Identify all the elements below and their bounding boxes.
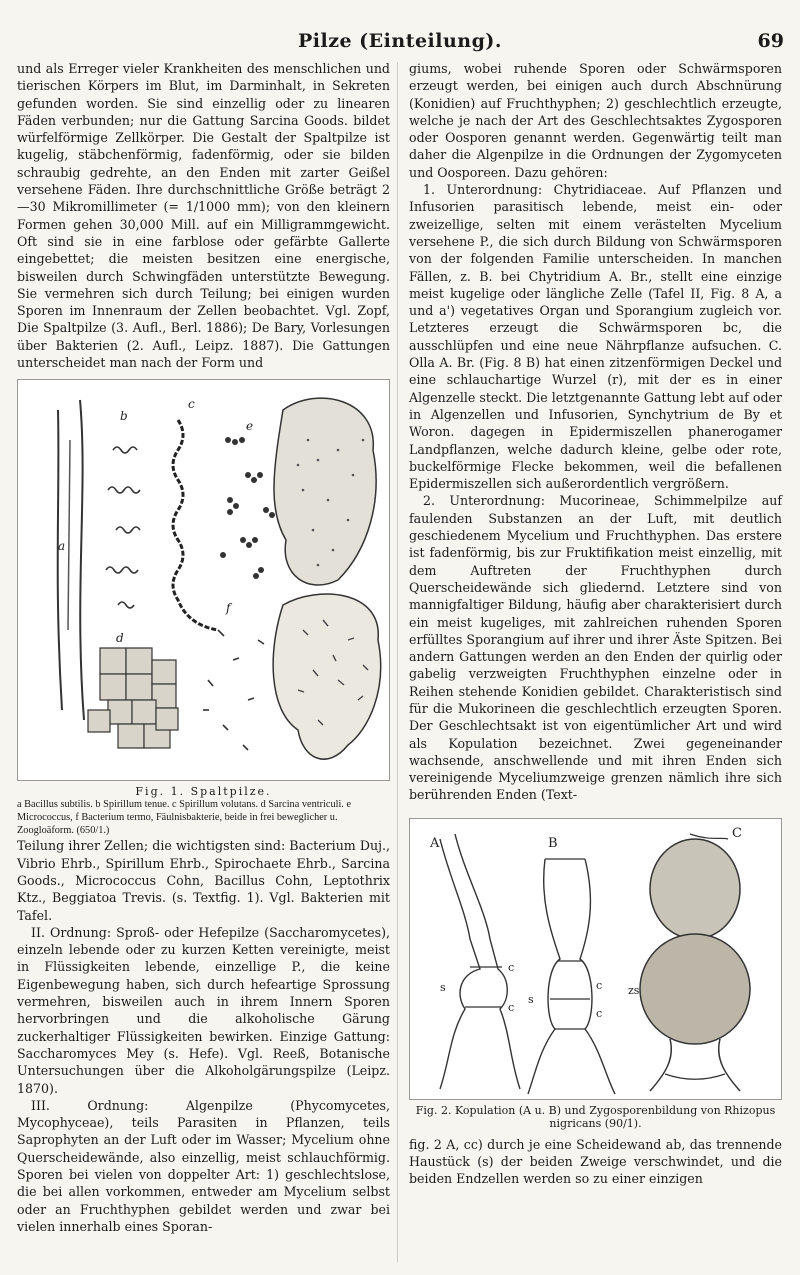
fig1-label-a: a [58, 539, 66, 554]
fig1-label-c: c [188, 397, 195, 412]
figure-1-legend: a Bacillus subtilis. b Spirillum tenue. c Spirillum volutans. d Sarcina ventriculi. e Micrococcus, f Bacterium termo, Fäulnisbakterie, beide in frei beweglicher u. Zoogloäform. (650/1.) [17, 799, 352, 837]
right-paragraph-1: giums, wobei ruhende Sporen oder Schwärmsporen erzeugt werden, bei einigen auch durch Abschnürung (Konidien) auf Fruchthyphen; 2) geschlechtlich erzeugte, welche je nach der Art des Geschlechtsaktes Zygosporen oder Oosporen genannt werden. Gegenwärtig teilt man daher die Algenpilze in die Ordnungen der Zygomyceten und Oosporeen. Dazu gehören: [409, 61, 782, 180]
left-paragraph-1: und als Erreger vieler Krankheiten des menschlichen und tierischen Körpers im Blut, im Darminhalt, in Sekreten gefunden worden. Sie sind einzellig oder zu linearen Fäden verbunden; nur die Gattung Sarcina Goods. bildet würfelförmige Zellkörper. Die Gestalt der Spaltpilze ist kugelig, stäbchenförmig, fadenförmig, oder sie bilden schraubig gedrehte, an den Enden mit zarter Geißel versehene Fäden. Ihre durchschnittliche Größe beträgt 2—30 Mikromillimeter (= 1/1000 mm); von den kleinern Formen gehen 30,000 Mill. auf ein Milligrammgewicht. Oft sind sie in eine farblose oder gefärbte Gallerte eingebettet; die meisten besitzen eine energische, bisweilen durch Schwingfäden unterstützte Bewegung. Sie vermehren sich durch Teilung; bei einigen wurden Sporen im Innenraum der Zellen beobachtet. Vgl. Zopf, Die Spaltpilze (3. Aufl., Berl. 1886); De Bary, Vorlesungen über Bakterien (2. Aufl., Leipz. 1887). Die Gattungen unterscheidet man nach der Form und [17, 61, 390, 371]
figure-1 [17, 379, 390, 781]
fig2-label-c2: c [508, 1000, 515, 1014]
fig1-label-d: d [116, 631, 124, 646]
fig2-label-C: C [732, 825, 742, 841]
fig1-label-f: f [226, 601, 231, 616]
column-divider [397, 62, 398, 1262]
right-column [409, 60, 782, 1188]
page-number: 69 [757, 30, 784, 52]
fig2-label-s-mid: s [528, 992, 534, 1006]
left-column [17, 60, 390, 1235]
fig2-label-B: B [548, 835, 558, 851]
figure-1-caption: Fig. 1. Spaltpilze. [135, 785, 272, 799]
fig2-label-zs: zs [628, 983, 640, 997]
right-paragraph-4: fig. 2 A, cc) durch je eine Scheidewand ab, das trennende Haustück (s) der beiden Zweige verschwindet, und die beiden Endzellen werden so zu einer einzigen [409, 1136, 782, 1187]
fig2-label-c4: c [596, 1006, 603, 1020]
figure-2-caption: Fig. 2. Kopulation (A u. B) und Zygosporenbildung von Rhizopus nigricans (90/1). [415, 1103, 776, 1130]
fig2-label-s-left: s [440, 980, 446, 994]
right-paragraph-2: 1. Unterordnung: Chytridiaceae. Auf Pflanzen und Infusorien parasitisch lebende, meist ein- oder zweizellige, selten mit einem verästelten Mycelium versehene P., die sich durch Bildung von Schwärmsporen von der folgenden Familie unterscheiden. In manchen Fällen, z. B. bei Chytridium A. Br., stellt eine einzige meist kugelige oder längliche Zelle (Tafel II, Fig. 8 A, a und a') vegetatives Organ und Sporangium zugleich vor. Letzteres erzeugt die Schwärmsporen bc, die ausschlüpfen und eine neue Nährpflanze aufsuchen. C. Olla A. Br. (Fig. 8 B) hat einen zitzenförmigen Deckel und eine schlauchartige Wurzel (r), mit der es in einer Algenzelle steckt. Die letztgenannte Gattung lebt auf oder in Algenzellen und Infusorien, Synchytrium de By et Woron. dagegen in Epidermiszellen phanerogamer Landpflanzen, welche dadurch kleine, gelbe oder rote, buckelförmige Flecke bekommen, weil die befallenen Epidermiszellen sich außerordentlich vergrößern. [409, 182, 782, 492]
left-paragraph-4: III. Ordnung: Algenpilze (Phycomycetes, Mycophyceae), teils Parasiten in Pflanzen, teils Saprophyten an der Luft oder im Wasser; Mycelium ohne Querscheidewände, also einzellig, meist schlauchförmig. Sporen bei vielen von doppelter Art: 1) geschlechtslose, die bei allen vorkommen, entweder am Mycelium selbst oder an Fruchthyphen gebildet werden und zwar bei vielen innerhalb eines Sporan- [17, 1097, 390, 1234]
page-header [0, 30, 800, 54]
fig2-label-c3: c [596, 978, 603, 992]
fig1-label-e: e [246, 419, 254, 434]
right-paragraph-3: 2. Unterordnung: Mucorineae, Schimmelpilze auf faulenden Substanzen an der Luft, mit deutlich geschiedenem Mycelium und Fruchthyphen. Das erstere ist fadenförmig, bis zur Fruktifikation meist einzellig, mit dem Auftreten der Fruchthyphen durch Querscheidewände sich gliedernd. Letztere sind von mannigfaltiger Bildung, häufig aber charakterisiert durch ein meist kugeliges, mit zahlreichen ruhenden Sporen erfülltes Sporangium auf ihrer und ihrer Äste Spitzen. Bei andern Gattungen werden an den Enden der quirlig oder gabelig verzweigten Fruchthyphen einzelne oder in Reihen stehende Konidien gebildet. Charakteristisch sind für die Mukorineen die geschlechtlich erzeugten Sporen. Der Geschlechtsakt ist von eigentümlicher Art und wird als Kopulation bezeichnet. Zwei gegeneinander wachsende, anschwellende und mit ihren Enden sich vereinigende Myceliumzweige grenzen nämlich ihre sich berührenden Enden (Text- [409, 493, 782, 803]
fig1-label-b: b [120, 409, 128, 424]
fig2-label-c1: c [508, 960, 515, 974]
left-paragraph-2: Teilung ihrer Zellen; die wichtigsten sind: Bacterium Duj., Vibrio Ehrb., Spirillum Ehrb., Spirochaete Ehrb., Sarcina Goods., Micrococcus Cohn, Bacillus Cohn, Leptothrix Ktz., Beggiatoa Trevis. (s. Textfig. 1). Vgl. Bakterien mit Tafel. [17, 838, 390, 923]
fig2-label-A: A [430, 835, 440, 851]
left-paragraph-3: II. Ordnung: Sproß- oder Hefepilze (Saccharomycetes), einzeln lebende oder zu kurzen Ketten vereinigte, meist in Flüssigkeiten lebende, einzellige P., die keine Eigenbewegung haben, sich durch hefeartige Sprossung vermehren, bisweilen auch in ihrem Innern Sporen hervorbringen und die alkoholische Gärung zuckerhaltiger Flüssigkeiten bewirken. Einzige Gattung: Saccharomyces Mey (s. Hefe). Vgl. Reeß, Botanische Untersuchungen über die Alkoholgärungspilze (Leipz. 1870). [17, 924, 390, 1096]
figure-2 [409, 818, 782, 1100]
figure-2-illustration [410, 819, 781, 1099]
figure-1-illustration [18, 380, 389, 780]
page-title: Pilze (Einteilung). [297, 30, 503, 52]
